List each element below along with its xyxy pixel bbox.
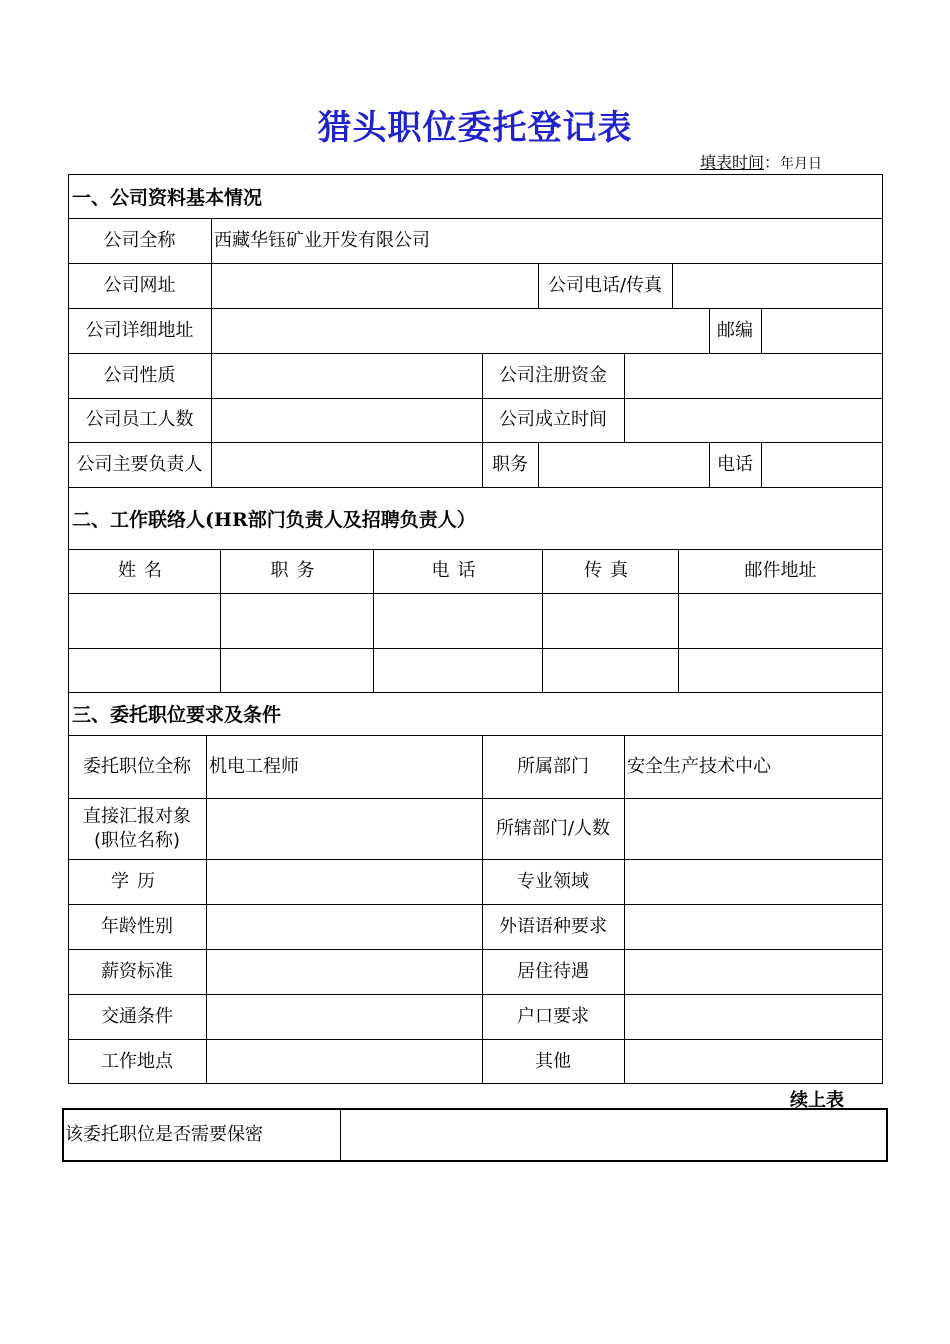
section-3-heading: 三、委托职位要求及条件 bbox=[72, 704, 282, 726]
housing-field[interactable] bbox=[624, 949, 883, 994]
position-label: 委托职位全称 bbox=[83, 755, 191, 777]
transport-field[interactable] bbox=[206, 994, 482, 1039]
section-2-heading: 二、工作联络人(HR部门负责人及招聘负责人） bbox=[72, 508, 476, 531]
language-field[interactable] bbox=[624, 904, 883, 949]
contact-col-post: 职务 bbox=[270, 560, 323, 581]
salary-label: 薪资标准 bbox=[101, 960, 173, 982]
location-label: 工作地点 bbox=[101, 1050, 173, 1072]
major-label: 专业领域 bbox=[517, 870, 589, 892]
capital-field[interactable] bbox=[624, 353, 883, 398]
contact-col-phone: 电话 bbox=[431, 560, 484, 581]
hukou-label: 户口要求 bbox=[517, 1005, 589, 1027]
housing-label: 居住待遇 bbox=[517, 960, 589, 982]
contact-cell[interactable] bbox=[68, 648, 220, 692]
age-field[interactable] bbox=[206, 904, 482, 949]
company-name-value[interactable]: 西藏华钰矿业开发有限公司 bbox=[214, 229, 430, 251]
post-field[interactable] bbox=[538, 442, 709, 487]
zip-label: 邮编 bbox=[717, 319, 753, 341]
location-field[interactable] bbox=[206, 1039, 482, 1084]
contact-col-name: 姓名 bbox=[118, 560, 170, 581]
salary-field[interactable] bbox=[206, 949, 482, 994]
confidential-field[interactable] bbox=[340, 1108, 888, 1162]
dept-label: 所属部门 bbox=[517, 755, 589, 777]
contact-col-email: 邮件地址 bbox=[744, 560, 817, 581]
contact-cell[interactable] bbox=[373, 593, 542, 648]
company-name-label: 公司全称 bbox=[103, 229, 176, 251]
report-to-label: 直接汇报对象 (职位名称) bbox=[83, 805, 191, 851]
phone-fax-field[interactable] bbox=[672, 263, 883, 308]
subdept-label: 所辖部门/人数 bbox=[495, 817, 611, 839]
employees-field[interactable] bbox=[211, 398, 482, 442]
head-field[interactable] bbox=[211, 442, 482, 487]
founded-field[interactable] bbox=[624, 398, 883, 442]
post-label: 职务 bbox=[492, 453, 528, 475]
nature-field[interactable] bbox=[211, 353, 482, 398]
contact-cell[interactable] bbox=[220, 593, 373, 648]
hukou-field[interactable] bbox=[624, 994, 883, 1039]
founded-label: 公司成立时间 bbox=[499, 409, 607, 430]
website-label: 公司网址 bbox=[103, 274, 176, 296]
tel-label: 电话 bbox=[717, 453, 753, 475]
address-field[interactable] bbox=[211, 308, 709, 353]
contact-cell[interactable] bbox=[542, 593, 678, 648]
phone-fax-label: 公司电话/传真 bbox=[547, 274, 663, 296]
contact-cell[interactable] bbox=[678, 648, 883, 692]
other-field[interactable] bbox=[624, 1039, 883, 1084]
education-field[interactable] bbox=[206, 859, 482, 904]
page-title: 猎头职位委托登记表 bbox=[317, 108, 633, 148]
contact-cell[interactable] bbox=[68, 593, 220, 648]
nature-label: 公司性质 bbox=[103, 364, 176, 386]
language-label: 外语语种要求 bbox=[499, 915, 607, 937]
address-label: 公司详细地址 bbox=[85, 319, 194, 341]
section-1-heading: 一、公司资料基本情况 bbox=[72, 186, 263, 209]
zip-field[interactable] bbox=[761, 308, 883, 353]
contact-cell[interactable] bbox=[542, 648, 678, 692]
employees-label: 公司员工人数 bbox=[85, 409, 194, 430]
website-field[interactable] bbox=[211, 263, 538, 308]
transport-label: 交通条件 bbox=[101, 1005, 173, 1027]
continued-label: 续上表 bbox=[790, 1090, 844, 1111]
subdept-field[interactable] bbox=[624, 798, 883, 859]
contact-cell[interactable] bbox=[678, 593, 883, 648]
contact-cell[interactable] bbox=[373, 648, 542, 692]
head-label: 公司主要负责人 bbox=[76, 453, 203, 475]
age-label: 年龄性别 bbox=[101, 915, 173, 937]
fill-date-value: 年月日 bbox=[780, 156, 823, 172]
contact-cell[interactable] bbox=[220, 648, 373, 692]
fill-date-label: 填表时间 bbox=[700, 153, 765, 172]
fill-date: 填表时间：年月日 bbox=[700, 153, 823, 172]
tel-field[interactable] bbox=[761, 442, 883, 487]
report-to-field[interactable] bbox=[206, 798, 482, 859]
position-value[interactable]: 机电工程师 bbox=[209, 755, 299, 777]
contact-col-fax: 传真 bbox=[584, 560, 636, 581]
major-field[interactable] bbox=[624, 859, 883, 904]
capital-label: 公司注册资金 bbox=[499, 364, 607, 386]
dept-value[interactable]: 安全生产技术中心 bbox=[627, 755, 771, 777]
other-label: 其他 bbox=[535, 1050, 571, 1072]
education-label: 学历 bbox=[111, 870, 163, 892]
confidential-label: 该委托职位是否需要保密 bbox=[65, 1124, 263, 1145]
